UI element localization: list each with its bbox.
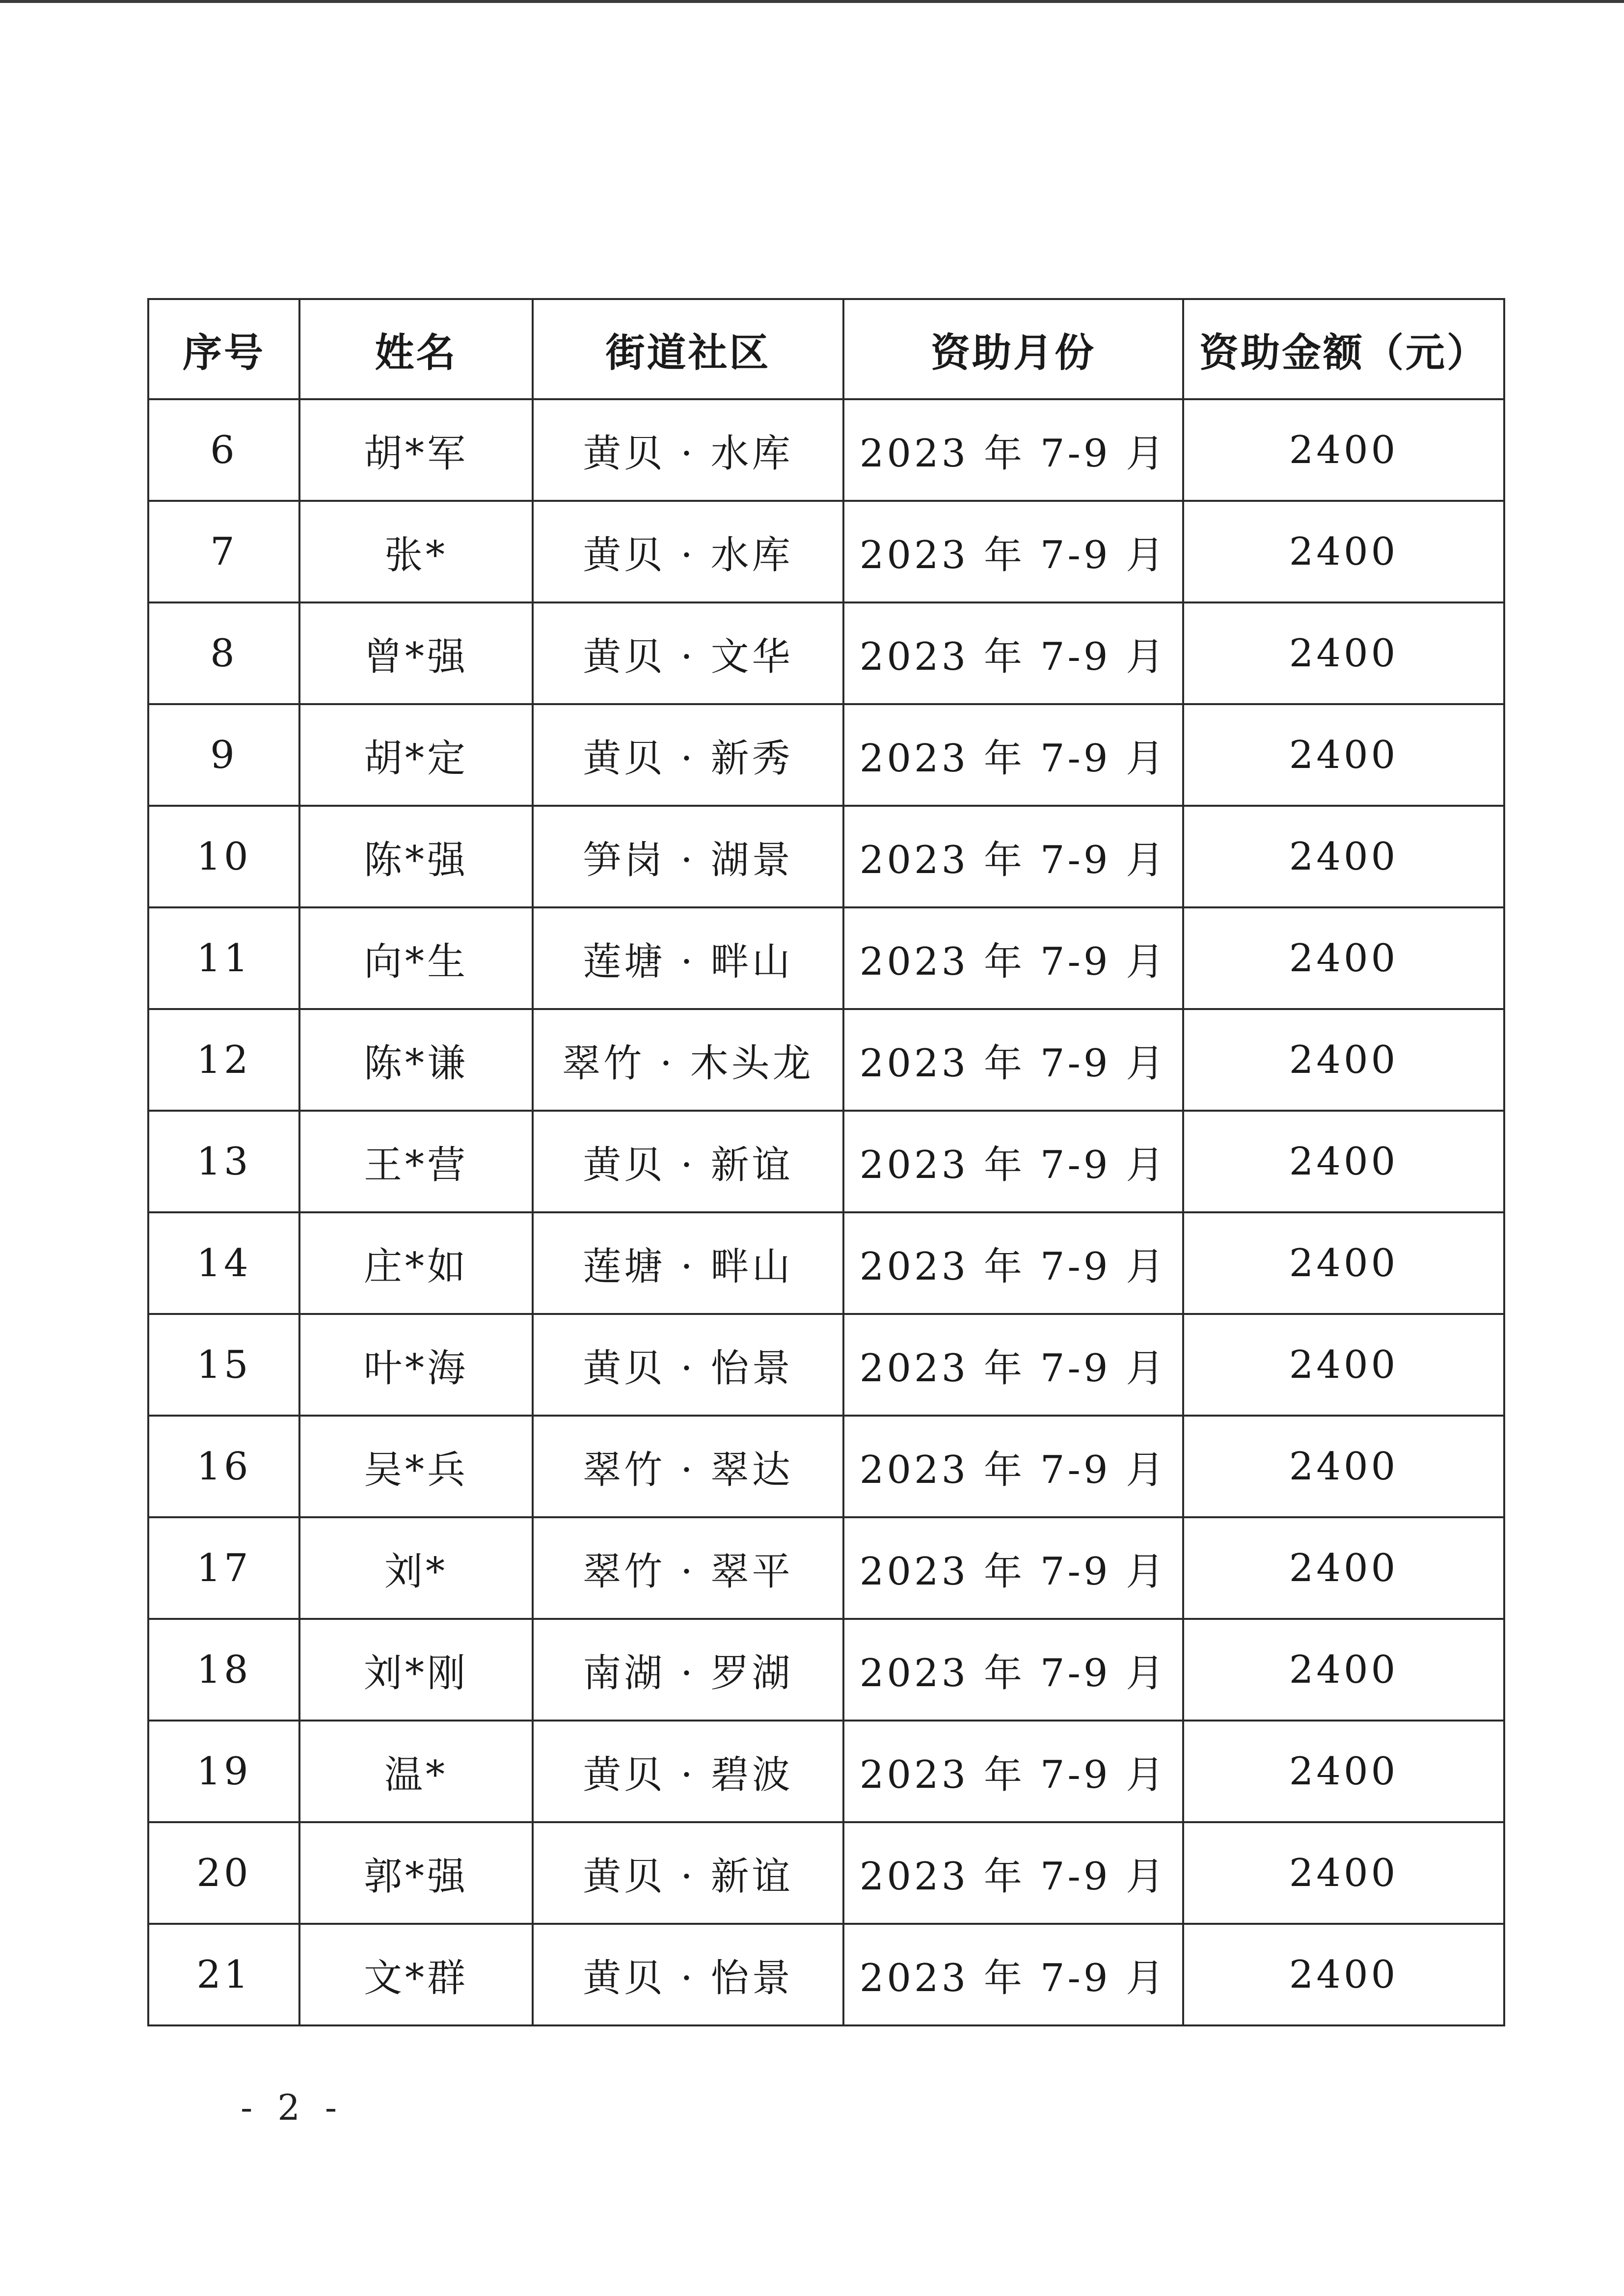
serial-number-cell: 18 — [148, 1619, 299, 1721]
grant-months-cell: 2023 年 7-9 月 — [843, 907, 1183, 1009]
serial-number-cell: 8 — [148, 602, 299, 704]
street-community-cell: 黄贝 · 文华 — [533, 602, 843, 704]
name-cell: 温* — [299, 1721, 533, 1822]
street-community-cell: 翠竹 · 木头龙 — [533, 1009, 843, 1111]
grant-months-cell: 2023 年 7-9 月 — [843, 704, 1183, 806]
grant-amount-cell: 2400 — [1183, 907, 1504, 1009]
grant-amount-cell: 2400 — [1183, 501, 1504, 602]
street-community-cell: 翠竹 · 翠达 — [533, 1416, 843, 1517]
table-row — [148, 1924, 1504, 2025]
table-row — [148, 907, 1504, 1009]
table-row — [148, 1111, 1504, 1212]
grant-months-cell: 2023 年 7-9 月 — [843, 1111, 1183, 1212]
street-community-cell: 黄贝 · 新谊 — [533, 1111, 843, 1212]
name-cell: 胡*军 — [299, 399, 533, 501]
table-row — [148, 1517, 1504, 1619]
serial-number-cell: 17 — [148, 1517, 299, 1619]
grant-amount-cell: 2400 — [1183, 1822, 1504, 1924]
table-row — [148, 602, 1504, 704]
name-cell: 郭*强 — [299, 1822, 533, 1924]
grant-amount-cell: 2400 — [1183, 399, 1504, 501]
grant-amount-cell: 2400 — [1183, 806, 1504, 907]
serial-number-cell: 6 — [148, 399, 299, 501]
grant-months-cell: 2023 年 7-9 月 — [843, 1009, 1183, 1111]
serial-number-cell: 11 — [148, 907, 299, 1009]
table-row — [148, 1619, 1504, 1721]
name-cell: 叶*海 — [299, 1314, 533, 1416]
grant-months-cell: 2023 年 7-9 月 — [843, 602, 1183, 704]
street-community-cell: 笋岗 · 湖景 — [533, 806, 843, 907]
name-cell: 陈*谦 — [299, 1009, 533, 1111]
grant-amount-cell: 2400 — [1183, 704, 1504, 806]
grant-amount-cell: 2400 — [1183, 1416, 1504, 1517]
table-header-row — [148, 299, 1504, 399]
serial-number-cell: 10 — [148, 806, 299, 907]
header-serial-number: 序号 — [148, 299, 299, 399]
street-community-cell: 黄贝 · 怡景 — [533, 1314, 843, 1416]
serial-number-cell: 20 — [148, 1822, 299, 1924]
serial-number-cell: 14 — [148, 1212, 299, 1314]
table-row — [148, 1212, 1504, 1314]
grant-months-cell: 2023 年 7-9 月 — [843, 501, 1183, 602]
table-row — [148, 806, 1504, 907]
serial-number-cell: 19 — [148, 1721, 299, 1822]
table-row — [148, 1822, 1504, 1924]
grant-months-cell: 2023 年 7-9 月 — [843, 1822, 1183, 1924]
name-cell: 吴*兵 — [299, 1416, 533, 1517]
grant-amount-cell: 2400 — [1183, 1009, 1504, 1111]
name-cell: 张* — [299, 501, 533, 602]
grant-months-cell: 2023 年 7-9 月 — [843, 1721, 1183, 1822]
grant-months-cell: 2023 年 7-9 月 — [843, 1924, 1183, 2025]
serial-number-cell: 21 — [148, 1924, 299, 2025]
name-cell: 向*生 — [299, 907, 533, 1009]
table-row — [148, 704, 1504, 806]
grant-amount-cell: 2400 — [1183, 1517, 1504, 1619]
name-cell: 刘* — [299, 1517, 533, 1619]
grant-months-cell: 2023 年 7-9 月 — [843, 1517, 1183, 1619]
name-cell: 曾*强 — [299, 602, 533, 704]
street-community-cell: 黄贝 · 怡景 — [533, 1924, 843, 2025]
name-cell: 文*群 — [299, 1924, 533, 2025]
grant-amount-cell: 2400 — [1183, 1111, 1504, 1212]
grant-months-cell: 2023 年 7-9 月 — [843, 1314, 1183, 1416]
name-cell: 王*营 — [299, 1111, 533, 1212]
table-row — [148, 1009, 1504, 1111]
serial-number-cell: 15 — [148, 1314, 299, 1416]
grant-months-cell: 2023 年 7-9 月 — [843, 1619, 1183, 1721]
street-community-cell: 黄贝 · 水库 — [533, 501, 843, 602]
table-row — [148, 1416, 1504, 1517]
serial-number-cell: 9 — [148, 704, 299, 806]
header-grant-amount: 资助金额（元） — [1183, 299, 1504, 399]
grant-table — [147, 298, 1505, 2026]
table-row — [148, 1721, 1504, 1822]
grant-amount-cell: 2400 — [1183, 1314, 1504, 1416]
street-community-cell: 黄贝 · 碧波 — [533, 1721, 843, 1822]
serial-number-cell: 13 — [148, 1111, 299, 1212]
grant-amount-cell: 2400 — [1183, 1924, 1504, 2025]
street-community-cell: 黄贝 · 水库 — [533, 399, 843, 501]
street-community-cell: 翠竹 · 翠平 — [533, 1517, 843, 1619]
table-row — [148, 1314, 1504, 1416]
grant-months-cell: 2023 年 7-9 月 — [843, 1416, 1183, 1517]
name-cell: 刘*刚 — [299, 1619, 533, 1721]
street-community-cell: 莲塘 · 畔山 — [533, 1212, 843, 1314]
header-grant-months: 资助月份 — [843, 299, 1183, 399]
header-name: 姓名 — [299, 299, 533, 399]
name-cell: 庄*如 — [299, 1212, 533, 1314]
street-community-cell: 南湖 · 罗湖 — [533, 1619, 843, 1721]
grant-amount-cell: 2400 — [1183, 1212, 1504, 1314]
grant-amount-cell: 2400 — [1183, 602, 1504, 704]
street-community-cell: 黄贝 · 新秀 — [533, 704, 843, 806]
page-number: - 2 - — [241, 2087, 344, 2128]
grant-amount-cell: 2400 — [1183, 1619, 1504, 1721]
grant-months-cell: 2023 年 7-9 月 — [843, 399, 1183, 501]
street-community-cell: 莲塘 · 畔山 — [533, 907, 843, 1009]
top-border-rule — [0, 0, 1624, 3]
serial-number-cell: 16 — [148, 1416, 299, 1517]
street-community-cell: 黄贝 · 新谊 — [533, 1822, 843, 1924]
table-row — [148, 399, 1504, 501]
grant-amount-cell: 2400 — [1183, 1721, 1504, 1822]
grant-months-cell: 2023 年 7-9 月 — [843, 1212, 1183, 1314]
header-street-community: 街道社区 — [533, 299, 843, 399]
grant-months-cell: 2023 年 7-9 月 — [843, 806, 1183, 907]
name-cell: 胡*定 — [299, 704, 533, 806]
table-row — [148, 501, 1504, 602]
name-cell: 陈*强 — [299, 806, 533, 907]
serial-number-cell: 12 — [148, 1009, 299, 1111]
serial-number-cell: 7 — [148, 501, 299, 602]
